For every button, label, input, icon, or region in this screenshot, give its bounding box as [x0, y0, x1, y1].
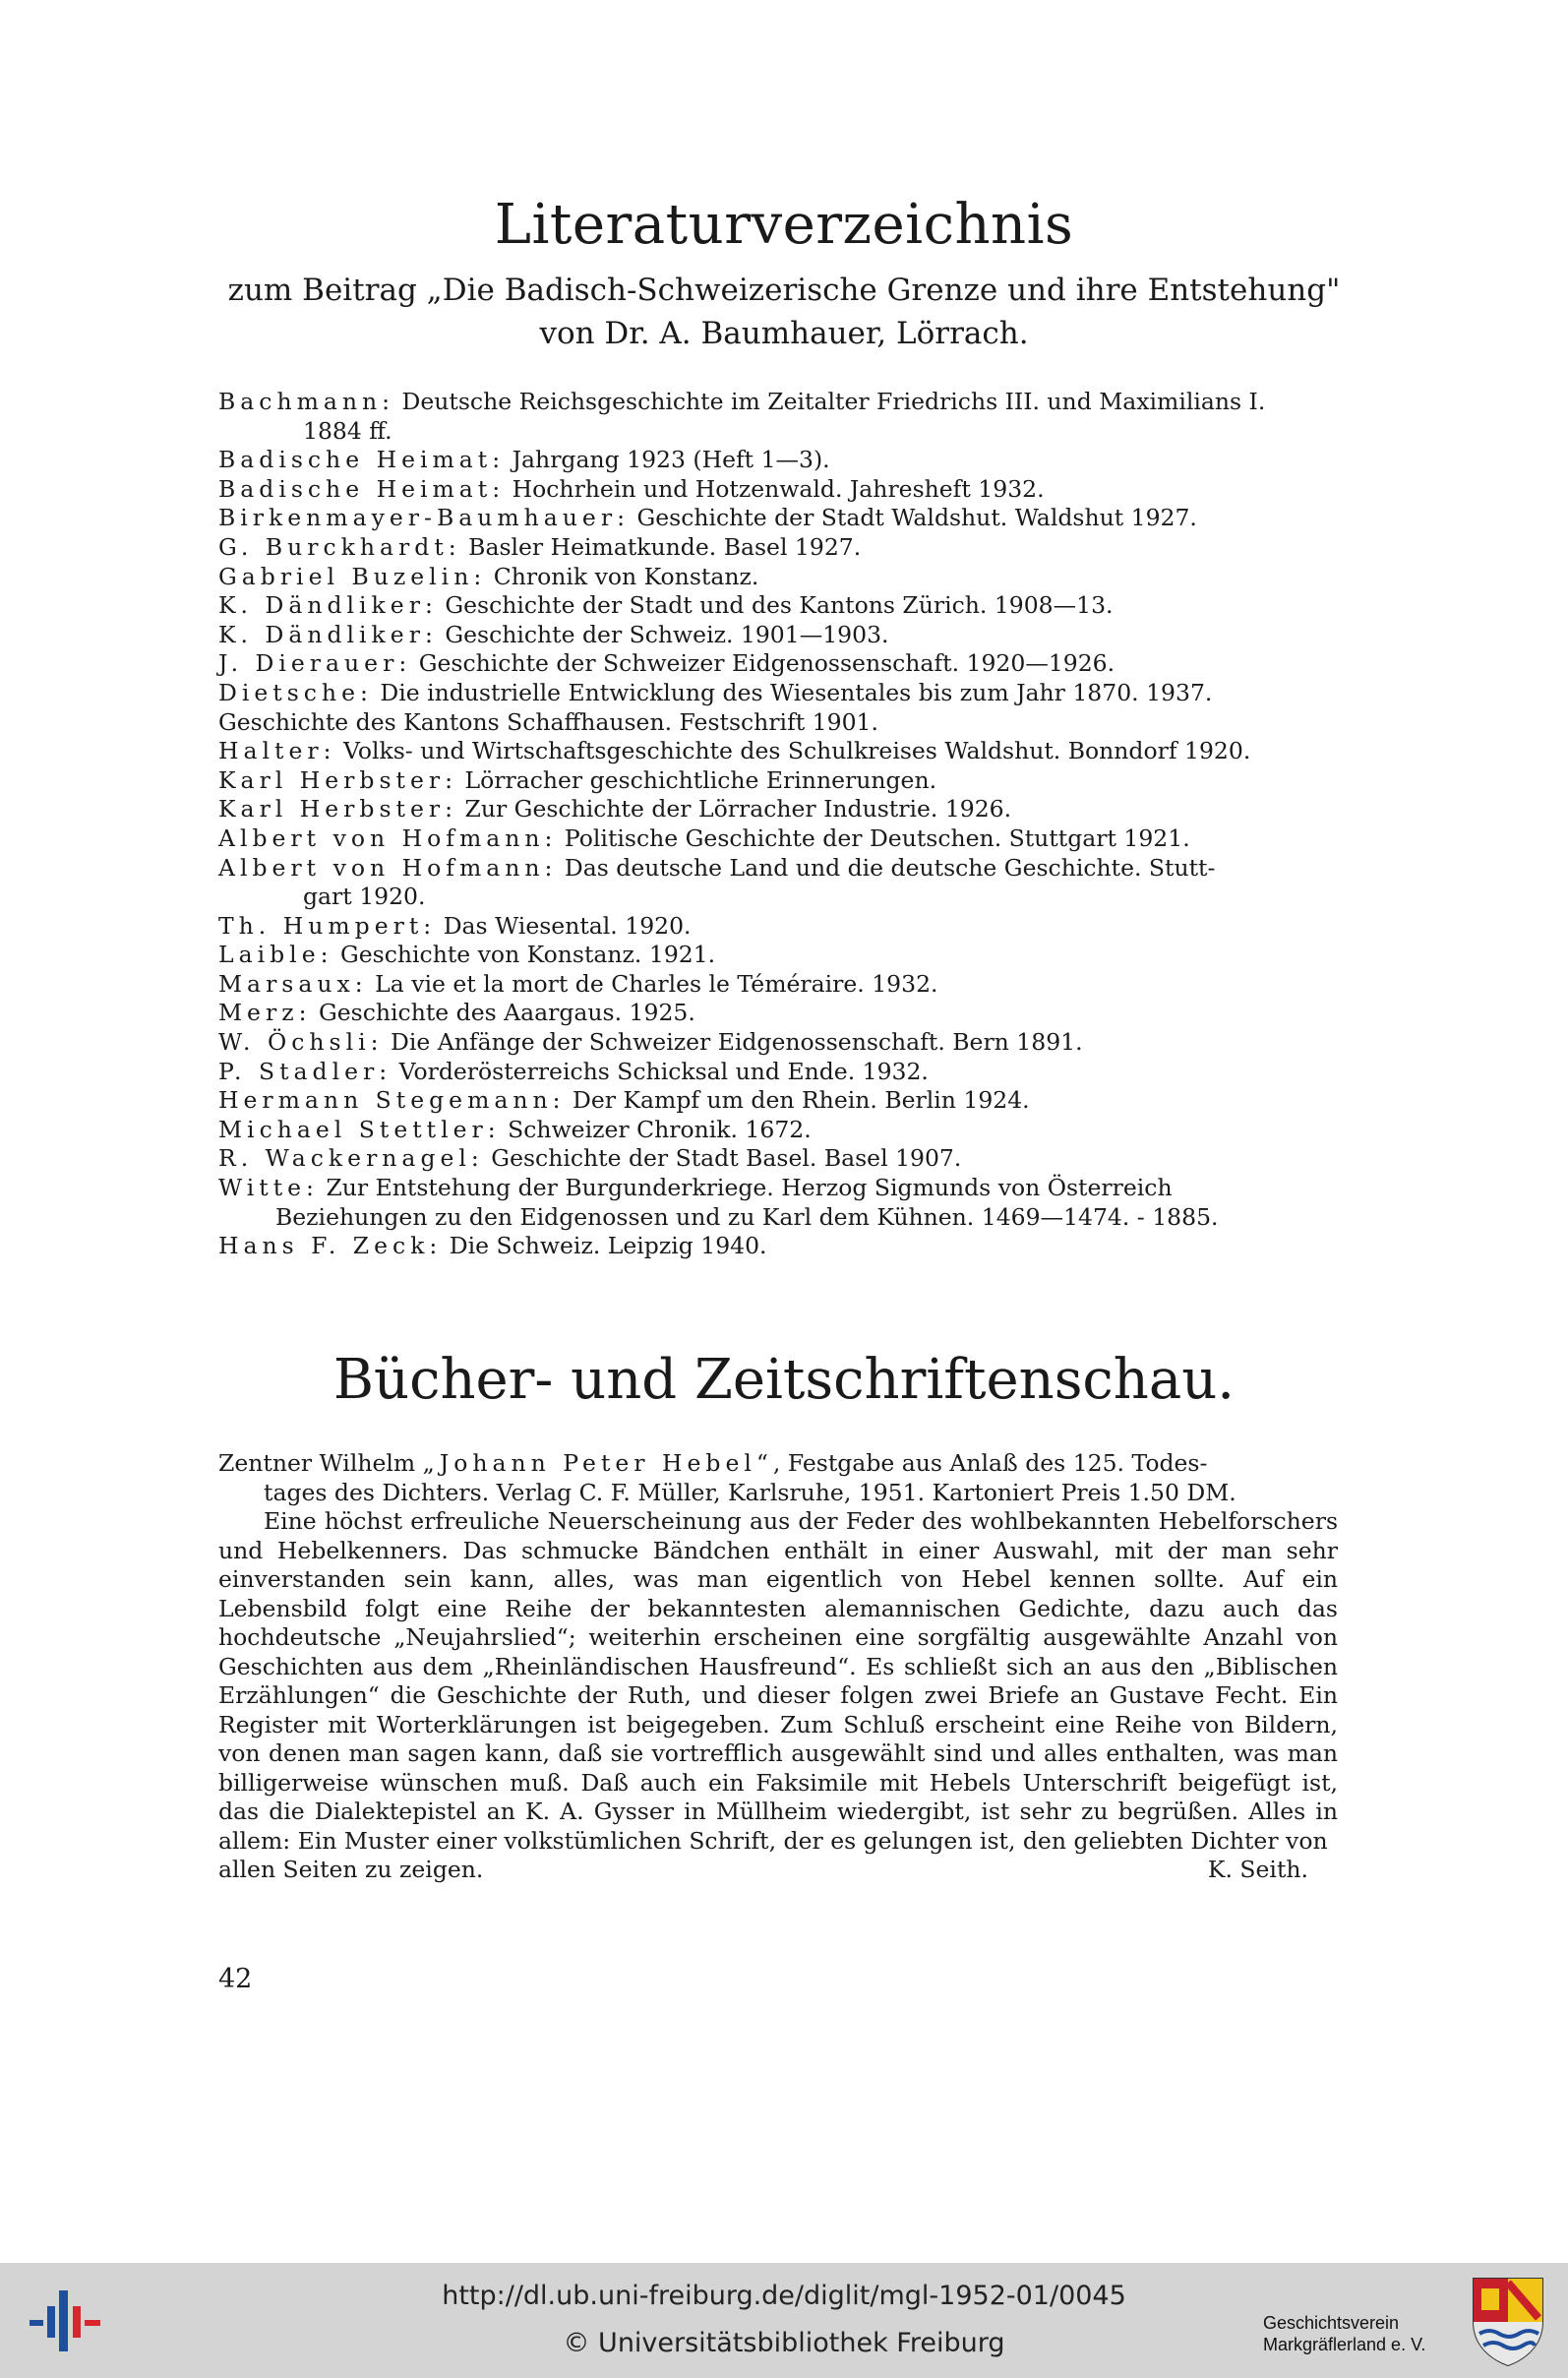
bibliography-entry	[218, 446, 1350, 475]
entry-author: Karl Herbster:	[218, 765, 458, 794]
entry-text: Hochrhein und Hotzenwald. Jahresheft 1932.	[505, 474, 1045, 503]
entry-text: Volks- und Wirtschaftsgeschichte des Schulkreises Waldshut. Bonndorf 1920.	[335, 737, 1251, 765]
entry-text: Geschichte des Kantons Schaffhausen. Festschrift 1901.	[218, 707, 878, 736]
footer-url[interactable]: http://dl.ub.uni-freiburg.de/diglit/mgl-1952-01/0045	[442, 2281, 1126, 2311]
bibliography-entry	[218, 563, 1350, 592]
bibliography-entry	[218, 824, 1350, 854]
entry-author: Michael Stettler:	[218, 1115, 501, 1143]
society-line-2: Markgräflerland e. V.	[1263, 2335, 1426, 2354]
page-number: 42	[218, 1964, 253, 1994]
bibliography-entry	[218, 533, 1350, 563]
review-signature: K. Seith.	[1207, 1856, 1308, 1883]
entry-text: Das Wiesental. 1920.	[436, 911, 692, 940]
bibliography-entry	[218, 1028, 1350, 1058]
entry-text: Basler Heimatkunde. Basel 1927.	[460, 532, 862, 561]
entry-text: Geschichte der Schweiz. 1901—1903.	[437, 620, 889, 648]
entry-author: Birkenmayer-Baumhauer:	[218, 504, 630, 532]
bibliography-entry	[218, 1174, 1350, 1232]
entry-author: Karl Herbster:	[218, 795, 458, 823]
entry-text: Jahrgang 1923 (Heft 1—3).	[505, 446, 830, 474]
entry-text: Geschichte von Konstanz. 1921.	[332, 941, 716, 969]
entry-text: Die Schweiz. Leipzig 1940.	[442, 1232, 767, 1260]
entry-author: Hermann Stegemann:	[218, 1086, 566, 1115]
entry-text: Das deutsche Land und die deutsche Geschichte. Stutt-	[557, 853, 1216, 882]
entry-text: La vie et la mort de Charles le Téméraire. 1932.	[367, 969, 938, 998]
page-title: Literaturverzeichnis	[494, 193, 1074, 257]
entry-author: Th. Humpert:	[218, 911, 437, 940]
entry-author: K. Dändliker:	[218, 620, 438, 648]
entry-text: Chronik von Konstanz.	[486, 562, 759, 590]
entry-text: Zur Entstehung der Burgunderkriege. Herzog Sigmunds von Österreich	[318, 1174, 1173, 1202]
entry-text: Zur Geschichte der Lörracher Industrie. 1926.	[457, 795, 1012, 823]
entry-text: Geschichte der Schweizer Eidgenossenschaft. 1920—1926.	[411, 649, 1116, 678]
review-body: Eine höchst erfreuliche Neuerscheinung aus der Feder des wohlbekannten Hebelforschers und Hebelkenners. Das schmucke Bändchen enthält in einer Auswahl, mit der man sehr einverstanden sein kann, alles, was man eigentlich von Hebel kennen sollte. Auf ein Lebensbild folgt eine Reihe der bekanntesten alemannischen Gedichte, dazu auch das hochdeutsche „Neujahrslied“; weiterhin erscheinen eine sorgfältig ausgewählte Anzahl von Geschichten aus dem „Rheinländischen Hausfreund“. Es schließt sich an aus den „Biblischen Erzählungen“ die Geschichte der Ruth, und dieser folgen zwei Briefe an Gustave Fecht. Ein Register mit Worterklärungen ist beigegeben. Zum Schluß erscheint eine Reihe von Bildern, von denen man sagen kann, daß sie vortrefflich ausgewählt sind und alles enthalten, was man billigerweise wünschen muß. Daß auch ein Faksimile mit Hebels Unterschrift beigefügt ist, das die Dialektepistel an K. A. Gysser in Müllheim wiedergibt, ist sehr zu begrüßen. Alles in allem: Ein Muster einer volkstümlichen Schrift, der es gelungen ist, den geliebten Dichter von	[218, 1507, 1338, 1855]
book-title: „Johann Peter Hebel“	[422, 1449, 773, 1477]
coat-of-arms-icon	[1470, 2275, 1546, 2367]
entry-text: Geschichte der Stadt und des Kantons Zürich. 1908—13.	[437, 591, 1114, 620]
society-name	[1263, 2312, 1425, 2355]
entry-continuation: gart 1920.	[303, 883, 426, 911]
entry-author: Gabriel Buzelin:	[218, 562, 487, 590]
entry-author: Hans F. Zeck:	[218, 1232, 443, 1260]
entry-author: Halter:	[218, 737, 336, 765]
book-author: Zentner Wilhelm	[218, 1449, 423, 1477]
footer-bar	[0, 2263, 1568, 2378]
bibliography-entry	[218, 649, 1350, 679]
entry-text: Geschichte der Stadt Basel. Basel 1907.	[483, 1144, 962, 1173]
entry-text: Schweizer Chronik. 1672.	[500, 1115, 812, 1143]
entry-author: R. Wackernagel:	[218, 1144, 484, 1173]
bibliography-entry	[218, 941, 1350, 970]
book-details-continued: tages des Dichters. Verlag C. F. Müller, Karlsruhe, 1951. Kartoniert Preis 1.50 DM.	[264, 1478, 1236, 1506]
society-line-1: Geschichtsverein	[1263, 2313, 1400, 2333]
entry-author: W. Öchsli:	[218, 1028, 384, 1057]
entry-author: Laible:	[218, 941, 333, 969]
entry-continuation: Beziehungen zu den Eidgenossen und zu Karl dem Kühnen. 1469—1474. - 1885.	[275, 1202, 1219, 1231]
entry-text: Geschichte des Aaargaus. 1925.	[311, 999, 695, 1027]
bibliography-entry	[218, 795, 1350, 824]
bibliography-entry	[218, 708, 1350, 738]
bibliography-entry	[218, 504, 1350, 533]
entry-text: Der Kampf um den Rhein. Berlin 1924.	[565, 1086, 1030, 1115]
entry-text: Die Anfänge der Schweizer Eidgenossenschaft. Bern 1891.	[383, 1028, 1083, 1057]
entry-text: Deutsche Reichsgeschichte im Zeitalter Friedrichs III. und Maximilians I.	[394, 388, 1266, 415]
entry-author: Albert von Hofmann:	[218, 853, 558, 882]
entry-text: Die industrielle Entwicklung des Wiesentales bis zum Jahr 1870. 1937.	[372, 678, 1213, 706]
bibliography-entry	[218, 679, 1350, 708]
bibliography-entry	[218, 999, 1350, 1028]
bibliography-entry	[218, 591, 1350, 621]
review-heading: Bücher- und Zeitschriftenschau.	[332, 1348, 1236, 1412]
subtitle-line-2: von Dr. A. Baumhauer, Lörrach.	[539, 316, 1029, 351]
bibliography-entry	[218, 1144, 1350, 1174]
entry-author: Badische Heimat:	[218, 474, 506, 503]
bibliography-entry	[218, 1116, 1350, 1145]
book-review	[218, 1449, 1338, 1885]
entry-author: Bachmann:	[218, 388, 395, 415]
entry-continuation: 1884 ff.	[303, 416, 392, 445]
entry-author: Witte:	[218, 1174, 319, 1202]
entry-author: Badische Heimat:	[218, 446, 506, 474]
bibliography-entry	[218, 854, 1350, 912]
bibliography-entry	[218, 737, 1350, 766]
subtitle-line-1: zum Beitrag „Die Badisch-Schweizerische Grenze und ihre Entstehung"	[227, 273, 1341, 308]
entry-author: J. Dierauer:	[218, 649, 412, 678]
footer-copyright: © Universitätsbibliothek Freiburg	[563, 2328, 1005, 2358]
bibliography-entry	[218, 766, 1350, 796]
entry-author: Albert von Hofmann:	[218, 823, 558, 852]
entry-author: Marsaux:	[218, 969, 368, 998]
entry-text: Politische Geschichte der Deutschen. Stuttgart 1921.	[557, 823, 1190, 852]
bibliography-entry	[218, 1086, 1350, 1116]
entry-text: Vorderösterreichs Schicksal und Ende. 1932.	[392, 1057, 929, 1085]
entry-author: P. Stadler:	[218, 1057, 392, 1085]
book-citation	[218, 1449, 1338, 1507]
review-closing	[218, 1856, 1338, 1885]
entry-author: Merz:	[218, 999, 312, 1027]
bibliography-list	[218, 388, 1350, 1261]
bibliography-entry	[218, 388, 1350, 446]
bibliography-entry	[218, 621, 1350, 650]
bibliography-entry	[218, 970, 1350, 1000]
review-last-line: allen Seiten zu zeigen.	[218, 1856, 484, 1883]
bibliography-entry	[218, 1232, 1350, 1261]
entry-text: Lörracher geschichtliche Erinnerungen.	[457, 765, 937, 794]
entry-author: K. Dändliker:	[218, 591, 438, 620]
entry-author: Dietsche:	[218, 678, 373, 706]
bibliography-entry	[218, 912, 1350, 942]
entry-text: Geschichte der Stadt Waldshut. Waldshut 1927.	[630, 504, 1197, 532]
bibliography-entry	[218, 475, 1350, 505]
bibliography-entry	[218, 1058, 1350, 1087]
book-details: , Festgabe aus Anlaß des 125. Todes-	[772, 1449, 1208, 1477]
entry-author: G. Burckhardt:	[218, 532, 461, 561]
